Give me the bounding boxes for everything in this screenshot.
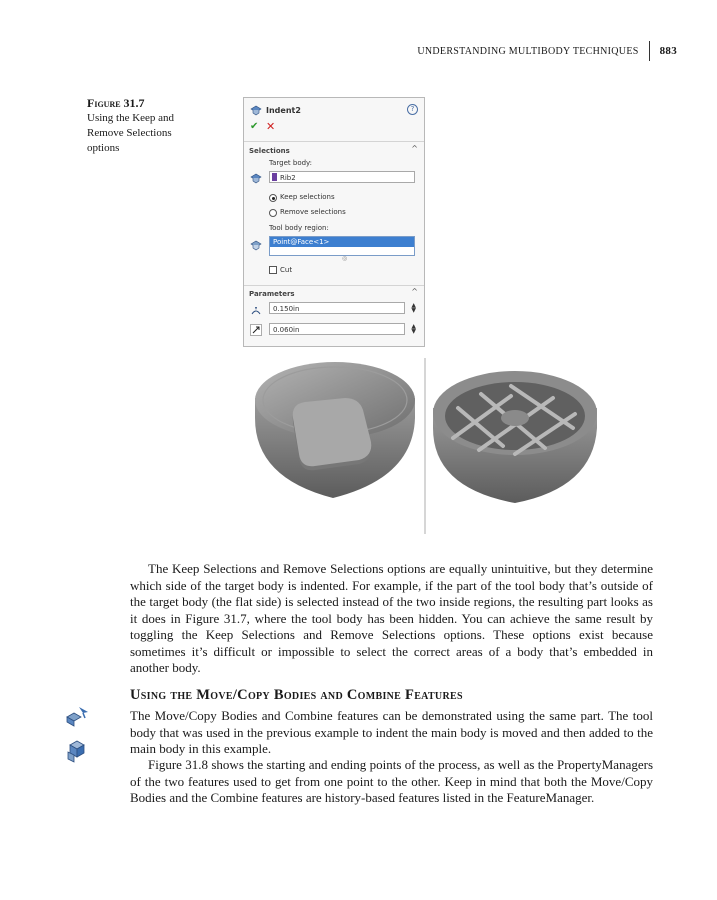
thickness-field[interactable]: 0.150in bbox=[269, 302, 405, 314]
body-paragraph-2: The Move/Copy Bodies and Combine features can be demonstrated using the same part. The tool body that was used in the previous example to indent the main body is moved and then added to the main body in this example. bbox=[130, 708, 653, 756]
body-icon bbox=[250, 172, 262, 184]
part-inside-view bbox=[433, 371, 597, 503]
keep-selections-label: Keep selections bbox=[280, 193, 335, 201]
list-resize-handle[interactable]: ◎ bbox=[342, 255, 348, 262]
target-body-value: Rib2 bbox=[280, 174, 296, 182]
clearance-icon bbox=[250, 324, 262, 336]
part-top-view bbox=[255, 362, 415, 498]
remove-selections-radio[interactable] bbox=[269, 209, 277, 217]
section-divider bbox=[244, 141, 424, 142]
keep-selections-radio[interactable] bbox=[269, 194, 277, 202]
region-body-icon bbox=[250, 239, 262, 251]
ok-checkmark-icon[interactable]: ✔ bbox=[250, 121, 259, 132]
collapse-chevron-icon[interactable]: ^ bbox=[411, 144, 418, 153]
remove-selections-label: Remove selections bbox=[280, 208, 346, 216]
indent-property-manager bbox=[243, 97, 425, 347]
indent-feature-icon bbox=[250, 104, 262, 116]
figure-number: Figure 31.7 bbox=[87, 96, 145, 110]
figure-caption bbox=[87, 96, 197, 156]
body-paragraph-1: The Keep Selections and Remove Selections options are equally unintuitive, but they determine which side of the target body is indented. For example, if the part of the tool body that’s outside of the target body (the flat side) is selected instead of the two inside regions, the resulting part looks as it does in Figure 31.7, where the tool body has been hidden. You can achieve the same result by toggling the Keep Selections and Remove Selections options. These options exist because sometimes it’s difficult or impossible to select the correct areas of a body that’s embedded in another body. bbox=[130, 561, 653, 675]
section-divider bbox=[244, 285, 424, 286]
target-body-label: Target body: bbox=[269, 159, 313, 167]
cancel-x-icon[interactable]: ✕ bbox=[266, 120, 276, 133]
body-color-swatch bbox=[272, 173, 277, 181]
selections-heading[interactable]: Selections bbox=[249, 147, 290, 155]
thickness-icon bbox=[250, 305, 262, 317]
cut-checkbox[interactable] bbox=[269, 266, 277, 274]
body-paragraph-3: Figure 31.8 shows the starting and ending points of the process, as well as the PropertyManagers of the two features used to get from one point to the other. Keep in mind that both the Move/Copy Bodies and the Combine features are history-based features listed in the FeatureManager. bbox=[130, 757, 653, 805]
indented-part-renderings bbox=[253, 358, 608, 534]
figure-caption-text: Using the Keep and Remove Selections options bbox=[87, 112, 175, 154]
section-heading: Using the Move/Copy Bodies and Combine Features bbox=[130, 687, 463, 703]
spin-arrows-icon[interactable]: ▲ ▼ bbox=[411, 323, 416, 335]
spin-arrows-icon[interactable]: ▲ ▼ bbox=[411, 302, 416, 314]
move-copy-bodies-icon bbox=[64, 704, 90, 728]
target-body-field[interactable] bbox=[269, 171, 415, 183]
cut-label: Cut bbox=[280, 266, 293, 274]
combine-icon bbox=[64, 739, 90, 763]
tool-body-region-item[interactable]: Point@Face<1> bbox=[270, 237, 414, 247]
help-icon[interactable]: ? bbox=[407, 104, 418, 115]
tool-body-region-list[interactable] bbox=[269, 236, 415, 256]
parameters-heading[interactable]: Parameters bbox=[249, 290, 295, 298]
running-header bbox=[417, 41, 677, 61]
running-title: UNDERSTANDING MULTIBODY TECHNIQUES bbox=[417, 45, 639, 57]
pm-title: Indent2 bbox=[266, 106, 301, 115]
clearance-field[interactable]: 0.060in bbox=[269, 323, 405, 335]
collapse-chevron-icon[interactable]: ^ bbox=[411, 287, 418, 296]
page-number: 883 bbox=[659, 45, 677, 57]
tool-body-region-label: Tool body region: bbox=[269, 224, 329, 232]
header-divider bbox=[649, 41, 650, 61]
